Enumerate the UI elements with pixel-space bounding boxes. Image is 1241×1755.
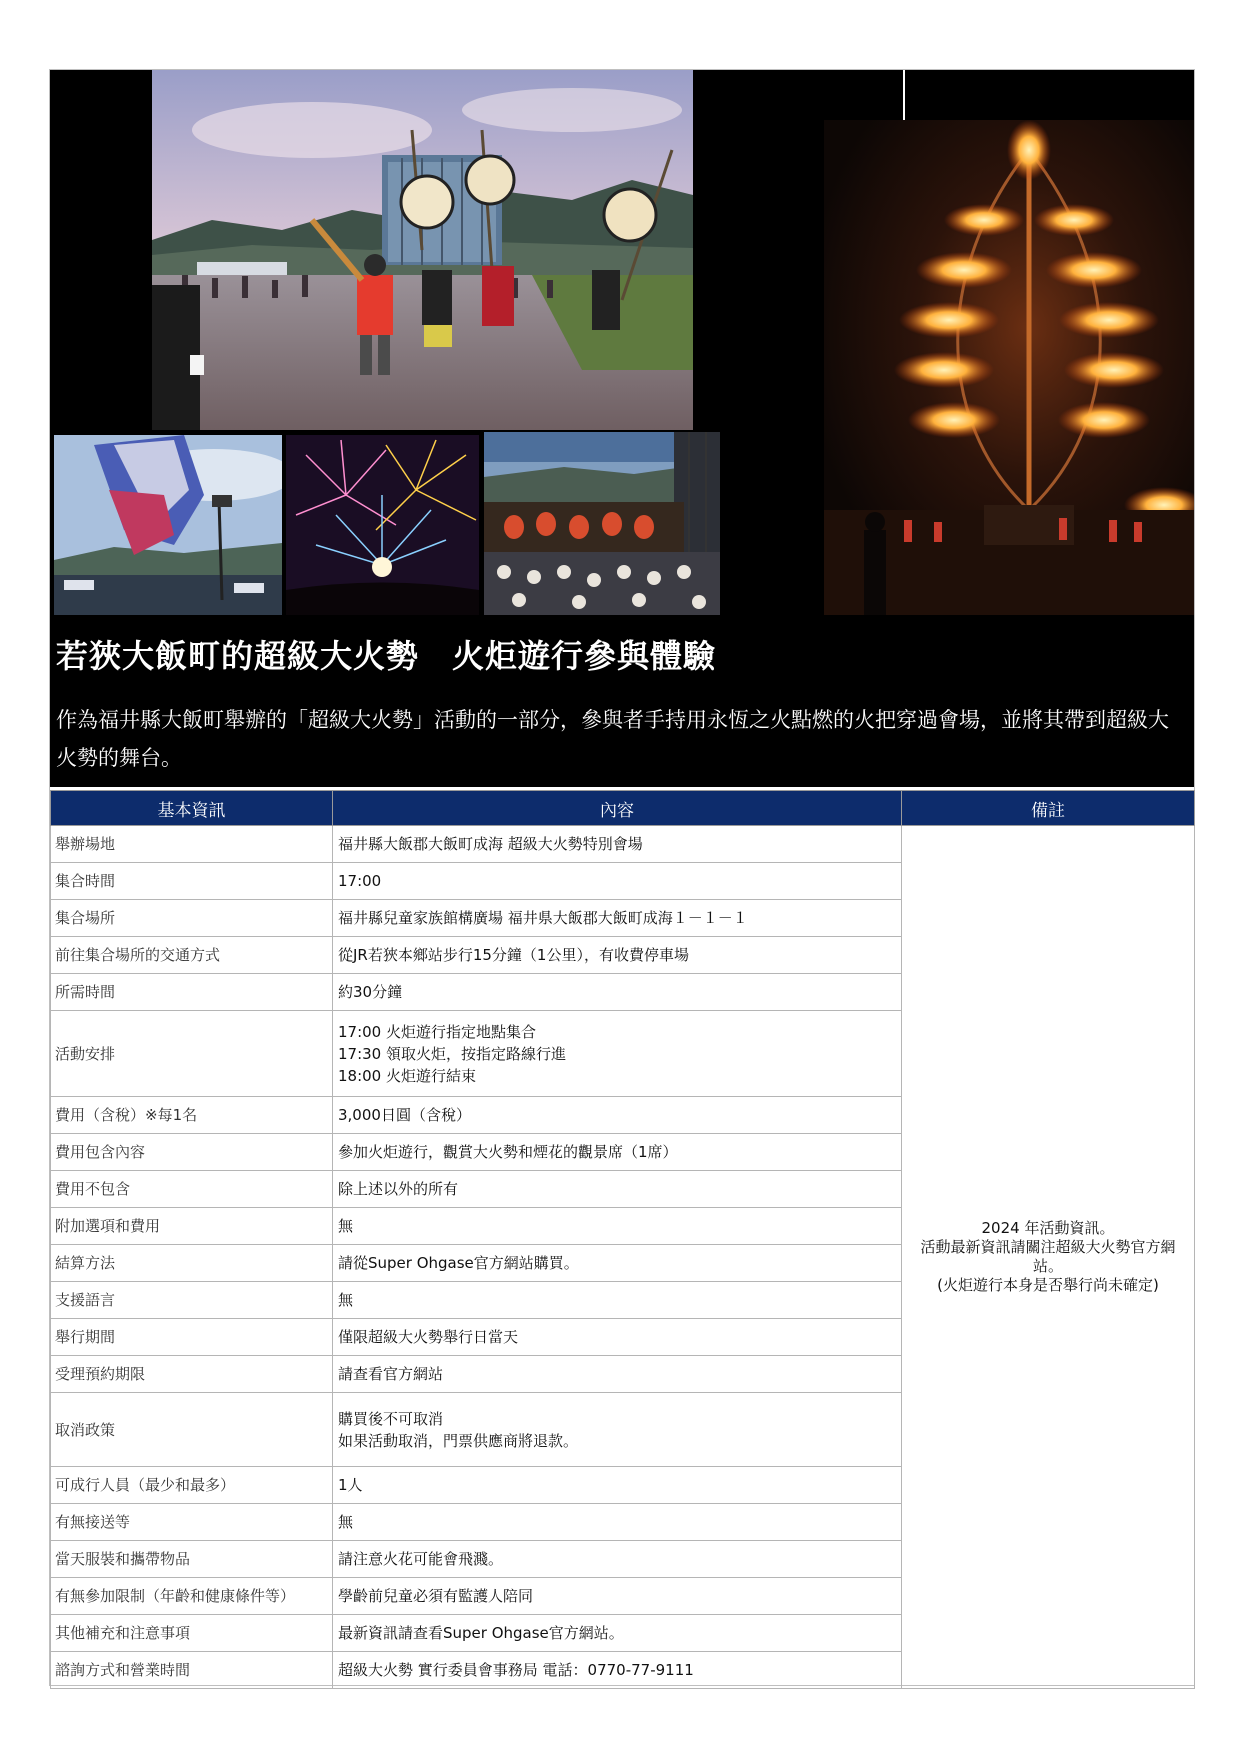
fireworks-photo (286, 435, 479, 615)
giant-fire-photo (824, 120, 1194, 615)
table-header-row (51, 791, 1195, 826)
row-label: 諮詢方式和營業時間 (51, 1652, 333, 1689)
page-title: 若狹大飯町的超級大火勢 火炬遊行參與體驗 (56, 637, 717, 675)
row-label: 有無參加限制（年齡和健康條件等） (51, 1578, 333, 1615)
torch-parade-photo (152, 70, 693, 430)
row-value: 請從Super Ohgase官方網站購買。 (333, 1245, 902, 1282)
row-value: 購買後不可取消 如果活動取消，門票供應商將退款。 (333, 1393, 902, 1467)
header-content: 內容 (333, 791, 902, 826)
row-value: 17:00 火炬遊行指定地點集合 17:30 領取火炬，按指定路線行進 18:00 火炬遊行結束 (333, 1011, 902, 1097)
row-value: 1人 (333, 1467, 902, 1504)
flag-performance-photo (54, 435, 282, 615)
row-label: 前往集合場所的交通方式 (51, 937, 333, 974)
row-label: 其他補充和注意事項 (51, 1615, 333, 1652)
row-value: 無 (333, 1282, 902, 1319)
row-value: 約30分鐘 (333, 974, 902, 1011)
row-value: 超級大火勢 實行委員會事務局 電話：0770-77-9111 (333, 1652, 902, 1689)
row-value: 學齡前兒童必須有監護人陪同 (333, 1578, 902, 1615)
header-basic-info: 基本資訊 (51, 791, 333, 826)
table-row (51, 826, 1195, 863)
row-label: 集合時間 (51, 863, 333, 900)
photo-divider (903, 70, 905, 120)
taiko-stage-photo (484, 432, 720, 615)
row-value: 17:00 (333, 863, 902, 900)
row-label: 支援語言 (51, 1282, 333, 1319)
title-block (50, 615, 1194, 787)
page-intro: 作為福井縣大飯町舉辦的「超級大火勢」活動的一部分，參與者手持用永恆之火點燃的火把穿過會場，並將其帶到超級大火勢的舞台。 (56, 708, 1169, 770)
row-value: 請查看官方網站 (333, 1356, 902, 1393)
row-value: 除上述以外的所有 (333, 1171, 902, 1208)
row-label: 受理預約期限 (51, 1356, 333, 1393)
row-label: 費用不包含 (51, 1171, 333, 1208)
remarks-note: 2024 年活動資訊。 活動最新資訊請關注超級大火勢官方網站。 (火炬遊行本身是否舉行尚未確定) (902, 826, 1195, 1689)
row-label: 所需時間 (51, 974, 333, 1011)
row-label: 舉行期間 (51, 1319, 333, 1356)
photo-collage (50, 70, 1194, 615)
row-label: 集合場所 (51, 900, 333, 937)
row-label: 當天服裝和攜帶物品 (51, 1541, 333, 1578)
info-table (50, 790, 1195, 1689)
row-value: 請注意火花可能會飛濺。 (333, 1541, 902, 1578)
row-label: 附加選項和費用 (51, 1208, 333, 1245)
row-value: 最新資訊請查看Super Ohgase官方網站。 (333, 1615, 902, 1652)
row-value: 福井縣大飯郡大飯町成海 超級大火勢特別會場 (333, 826, 902, 863)
row-value: 參加火炬遊行，觀賞大火勢和煙花的觀景席（1席） (333, 1134, 902, 1171)
row-label: 舉辦場地 (51, 826, 333, 863)
row-value: 無 (333, 1504, 902, 1541)
row-label: 費用（含稅）※每1名 (51, 1097, 333, 1134)
row-value: 3,000日圓（含稅） (333, 1097, 902, 1134)
header-remarks: 備註 (902, 791, 1195, 826)
row-label: 活動安排 (51, 1011, 333, 1097)
row-value: 無 (333, 1208, 902, 1245)
row-label: 有無接送等 (51, 1504, 333, 1541)
row-label: 可成行人員（最少和最多） (51, 1467, 333, 1504)
row-value: 僅限超級大火勢舉行日當天 (333, 1319, 902, 1356)
row-value: 從JR若狹本鄉站步行15分鐘（1公里），有收費停車場 (333, 937, 902, 974)
row-label: 取消政策 (51, 1393, 333, 1467)
document-sheet (49, 69, 1195, 1686)
row-label: 費用包含內容 (51, 1134, 333, 1171)
row-value: 福井縣兒童家族館構廣場 福井県大飯郡大飯町成海１－１－１ (333, 900, 902, 937)
row-label: 結算方法 (51, 1245, 333, 1282)
